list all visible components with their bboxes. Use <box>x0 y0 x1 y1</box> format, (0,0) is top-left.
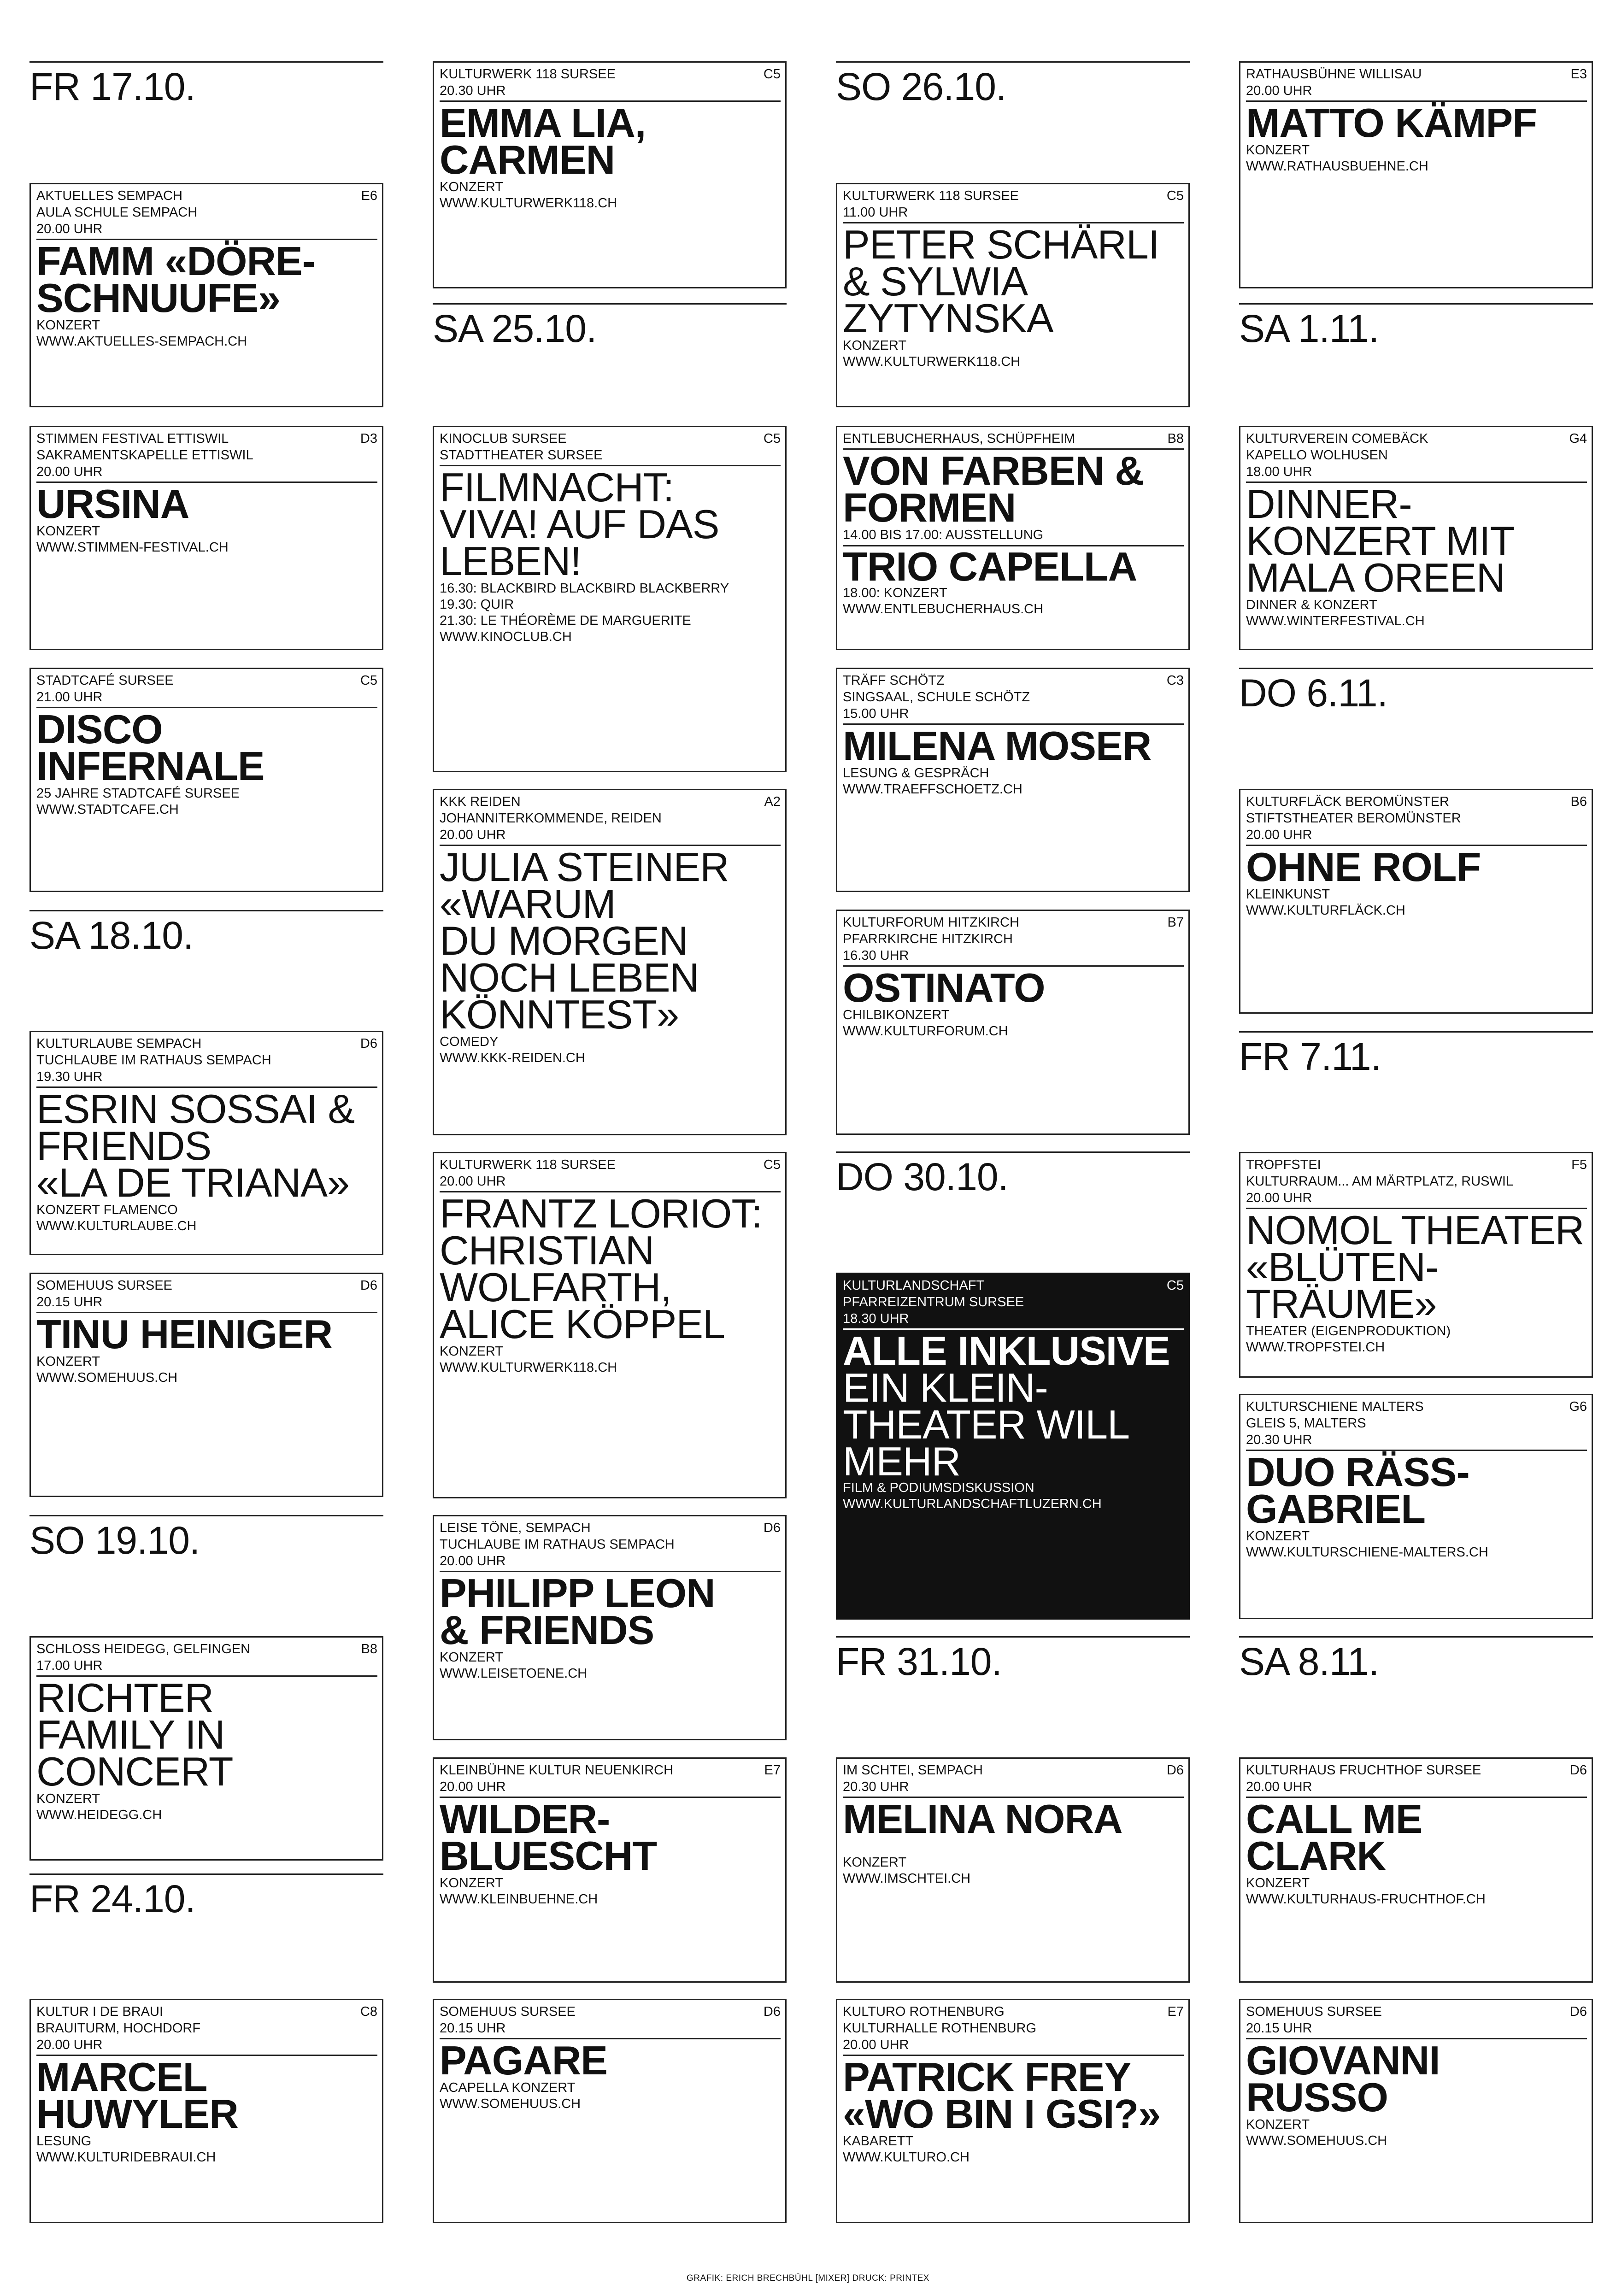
event-card-peter <box>836 183 1190 407</box>
date-heading: SA 25.10. <box>433 303 787 348</box>
event-title: DISCO INFERNALE <box>36 706 264 789</box>
event-card-emma <box>433 61 787 288</box>
date-heading: FR 17.10. <box>29 61 383 106</box>
event-title: JULIA STEINER «WARUM DU MORGEN NOCH LEBEN KÖNNTEST» <box>440 844 729 1037</box>
event-card-filmnacht <box>433 426 787 772</box>
event-title: OSTINATO <box>843 965 1045 1010</box>
event-meta: KLEINBÜHNE KULTUR NEUENKIRCH 20.00 UHR <box>440 1763 674 1794</box>
event-info: KONZERT WWW.IMSCHTEI.CH <box>843 1855 971 1886</box>
event-info: LESUNG WWW.KULTURIDEBRAUI.CH <box>36 2134 216 2165</box>
credits-footer: GRAFIK: ERICH BRECHBÜHL [MIXER] DRUCK: PRINTEX <box>687 2273 929 2283</box>
event-title: NOMOL THEATER «BLÜTEN- TRÄUME» <box>1246 1207 1584 1327</box>
event-meta: RATHAUSBÜHNE WILLISAU 20.00 UHR <box>1246 67 1422 98</box>
event-meta: KKK REIDEN JOHANNITERKOMMENDE, REIDEN 20.00 UHR <box>440 794 662 842</box>
event-title: EMMA LIA, CARMEN <box>440 100 646 182</box>
event-title: DUO RÄSS- GABRIEL <box>1246 1449 1469 1532</box>
event-info: KONZERT WWW.HEIDEGG.CH <box>36 1791 162 1822</box>
map-code: D6 <box>360 1278 377 1293</box>
event-meta: KULTURVEREIN COMEBÄCK KAPELLO WOLHUSEN 18.00 UHR <box>1246 431 1428 479</box>
date-heading: SA 18.10. <box>29 910 383 955</box>
event-info: KONZERT WWW.KULTURWERK118.CH <box>843 338 1021 369</box>
event-card-nomol <box>1239 1152 1593 1378</box>
date-heading: SO 26.10. <box>836 61 1190 106</box>
event-card-melina <box>836 1757 1190 1983</box>
map-code: D6 <box>763 2004 781 2019</box>
event-info: ACAPELLA KONZERT WWW.SOMEHUUS.CH <box>440 2080 581 2111</box>
date-heading: FR 31.10. <box>836 1636 1190 1681</box>
map-code: C5 <box>1166 188 1184 203</box>
event-meta: STADTCAFÉ SURSEE 21.00 UHR <box>36 673 174 705</box>
map-code: B7 <box>1167 915 1184 930</box>
event-title: OHNE ROLF <box>1246 844 1481 890</box>
event-card-frantz <box>433 1152 787 1498</box>
date-heading: SO 19.10. <box>29 1515 383 1560</box>
map-code: D6 <box>1569 2004 1587 2019</box>
map-code: E3 <box>1570 67 1587 82</box>
event-title: FRANTZ LORIOT: CHRISTIAN WOLFARTH, ALICE KÖPPEL <box>440 1191 762 1347</box>
event-info: KLEINKUNST WWW.KULTURFLÄCK.CH <box>1246 887 1405 918</box>
event-title: CALL ME CLARK <box>1246 1796 1422 1879</box>
event-card-wilder <box>433 1757 787 1983</box>
event-title: MELINA NORA <box>843 1796 1122 1842</box>
event-card-patrick <box>836 1999 1190 2223</box>
event-subline: 14.00 BIS 17.00: AUSSTELLUNG <box>843 528 1044 542</box>
event-card-matto <box>1239 61 1593 288</box>
event-meta: STIMMEN FESTIVAL ETTISWIL SAKRAMENTSKAPELLE ETTISWIL 20.00 UHR <box>36 431 253 479</box>
event-info: 25 JAHRE STADTCAFÉ SURSEE WWW.STADTCAFE.CH <box>36 786 240 817</box>
event-meta: KULTUR I DE BRAUI BRAUITURM, HOCHDORF 20.00 UHR <box>36 2004 201 2052</box>
event-meta: KULTURWERK 118 SURSEE 20.00 UHR <box>440 1157 616 1189</box>
map-code: D6 <box>763 1521 781 1535</box>
event-title: ALLE INKLUSIVE <box>843 1328 1170 1374</box>
event-info: KONZERT WWW.SOMEHUUS.CH <box>1246 2117 1387 2148</box>
date-heading: DO 6.11. <box>1239 668 1593 712</box>
event-card-dinner <box>1239 426 1593 650</box>
event-info: COMEDY WWW.KKK-REIDEN.CH <box>440 1034 585 1065</box>
event-info: CHILBIKONZERT WWW.KULTURFORUM.CH <box>843 1008 1008 1039</box>
event-meta: AKTUELLES SEMPACH AULA SCHULE SEMPACH 20.00 UHR <box>36 188 198 236</box>
event-card-ostinato <box>836 910 1190 1135</box>
event-meta: KULTURLAUBE SEMPACH TUCHLAUBE IM RATHAUS SEMPACH 19.30 UHR <box>36 1036 271 1084</box>
map-code: B6 <box>1570 794 1587 809</box>
event-info: KABARETT WWW.KULTURO.CH <box>843 2134 970 2165</box>
event-title: GIOVANNI RUSSO <box>1246 2038 1440 2120</box>
event-info: KONZERT WWW.RATHAUSBUEHNE.CH <box>1246 143 1428 174</box>
event-meta: LEISE TÖNE, SEMPACH TUCHLAUBE IM RATHAUS SEMPACH 20.00 UHR <box>440 1521 675 1568</box>
event-meta: TROPFSTEI KULTURRAUM... AM MÄRTPLATZ, RUSWIL 20.00 UHR <box>1246 1157 1514 1205</box>
event-meta: KINOCLUB SURSEE STADTTHEATER SURSEE <box>440 431 603 463</box>
event-meta: KULTURFORUM HITZKIRCH PFARRKIRCHE HITZKIRCH 16.30 UHR <box>843 915 1019 963</box>
event-title: ESRIN SOSSAI & FRIENDS «LA DE TRIANA» <box>36 1086 355 1205</box>
event-info: LESUNG & GESPRÄCH WWW.TRAEFFSCHOETZ.CH <box>843 766 1022 797</box>
event-title-secondary: TRIO CAPELLA <box>843 545 1184 585</box>
event-meta: KULTURHAUS FRUCHTHOF SURSEE 20.00 UHR <box>1246 1763 1481 1794</box>
map-code: D6 <box>1166 1763 1184 1778</box>
event-info: KONZERT WWW.STIMMEN-FESTIVAL.CH <box>36 524 229 555</box>
map-code: B8 <box>361 1642 377 1656</box>
event-title: RICHTER FAMILY IN CONCERT <box>36 1675 233 1794</box>
event-meta: TRÄFF SCHÖTZ SINGSAAL, SCHULE SCHÖTZ 15.00 UHR <box>843 673 1030 721</box>
event-title: MATTO KÄMPF <box>1246 100 1537 146</box>
event-card-call-me-clark <box>1239 1757 1593 1983</box>
map-code: E6 <box>361 188 377 203</box>
event-card-alle-inklusive <box>836 1273 1190 1620</box>
event-meta: ENTLEBUCHERHAUS, SCHÜPFHEIM <box>843 431 1075 446</box>
event-info: KONZERT WWW.SOMEHUUS.CH <box>36 1354 178 1385</box>
map-code: C5 <box>763 67 781 82</box>
event-title: PETER SCHÄRLI & SYLWIA ZYTYNSKA <box>843 222 1159 341</box>
event-title: DINNER- KONZERT MIT MALA OREEN <box>1246 481 1515 600</box>
map-code: D6 <box>1569 1763 1587 1778</box>
event-info: KONZERT WWW.KULTURSCHIENE-MALTERS.CH <box>1246 1529 1488 1560</box>
event-card-duo <box>1239 1394 1593 1619</box>
event-title: VON FARBEN & FORMEN <box>843 448 1144 530</box>
event-card-ohne-rolf <box>1239 789 1593 1014</box>
event-card-giovanni <box>1239 1999 1593 2223</box>
event-card-farben <box>836 426 1190 650</box>
event-title: FILMNACHT: VIVA! AUF DAS LEBEN! <box>440 464 719 584</box>
date-heading: FR 24.10. <box>29 1873 383 1918</box>
event-meta: KULTURLANDSCHAFT PFARREIZENTRUM SURSEE 18.30 UHR <box>843 1278 1024 1326</box>
map-code: G4 <box>1569 431 1587 446</box>
map-code: B8 <box>1167 431 1184 446</box>
date-heading: SA 8.11. <box>1239 1636 1593 1681</box>
map-code: C5 <box>1166 1278 1184 1293</box>
event-card-julia <box>433 789 787 1135</box>
event-info: FILM & PODIUMSDISKUSSION WWW.KULTURLANDSCHAFTLUZERN.CH <box>843 1480 1102 1511</box>
event-meta: KULTURO ROTHENBURG KULTURHALLE ROTHENBURG 20.00 UHR <box>843 2004 1037 2052</box>
map-code: E7 <box>764 1763 781 1778</box>
event-info: KONZERT WWW.KULTURWERK118.CH <box>440 1344 617 1375</box>
event-meta: SCHLOSS HEIDEGG, GELFINGEN 17.00 UHR <box>36 1642 251 1673</box>
event-card-richter <box>29 1636 383 1861</box>
event-card-disco <box>29 668 383 892</box>
event-meta: SOMEHUUS SURSEE 20.15 UHR <box>36 1278 172 1309</box>
map-code: C3 <box>1166 673 1184 688</box>
map-code: G6 <box>1569 1399 1587 1414</box>
event-info: DINNER & KONZERT WWW.WINTERFESTIVAL.CH <box>1246 598 1425 628</box>
event-card-philipp <box>433 1515 787 1740</box>
event-card-marcel <box>29 1999 383 2223</box>
event-meta: KULTURFLÄCK BEROMÜNSTER STIFTSTHEATER BEROMÜNSTER 20.00 UHR <box>1246 794 1461 842</box>
map-code: C8 <box>360 2004 377 2019</box>
event-title: URSINA <box>36 481 189 527</box>
event-info: KONZERT WWW.AKTUELLES-SEMPACH.CH <box>36 318 247 349</box>
event-info: KONZERT WWW.LEISETOENE.CH <box>440 1650 588 1681</box>
event-info: KONZERT WWW.KULTURHAUS-FRUCHTHOF.CH <box>1246 1876 1486 1907</box>
event-info: KONZERT WWW.KULTURWERK118.CH <box>440 180 617 211</box>
event-info: KONZERT WWW.KLEINBUEHNE.CH <box>440 1876 598 1907</box>
event-info: 16.30: BLACKBIRD BLACKBIRD BLACKBERRY 19.30: QUIR 21.30: LE THÉORÈME DE MARGUERITE WWW.KINOCLUB.CH <box>440 581 729 644</box>
event-subtitle: EIN KLEIN- THEATER WILL MEHR <box>843 1365 1130 1484</box>
event-meta: KULTURSCHIENE MALTERS GLEIS 5, MALTERS 20.30 UHR <box>1246 1399 1424 1447</box>
map-code: E7 <box>1167 2004 1184 2019</box>
map-code: D3 <box>360 431 377 446</box>
map-code: F5 <box>1571 1157 1587 1172</box>
event-title: FAMM «DÖRE- SCHNUUFE» <box>36 238 315 321</box>
event-card-ursina <box>29 426 383 650</box>
event-meta: KULTURWERK 118 SURSEE 11.00 UHR <box>843 188 1019 220</box>
event-title: MILENA MOSER <box>843 723 1152 769</box>
event-meta: IM SCHTEI, SEMPACH 20.30 UHR <box>843 1763 983 1794</box>
event-title: PATRICK FREY «WO BIN I GSI?» <box>843 2054 1161 2137</box>
date-heading: DO 30.10. <box>836 1151 1190 1196</box>
date-heading: SA 1.11. <box>1239 303 1593 348</box>
event-title: MARCEL HUWYLER <box>36 2054 238 2137</box>
event-info: THEATER (EIGENPRODUKTION) WWW.TROPFSTEI.CH <box>1246 1324 1451 1355</box>
event-card-esrin <box>29 1031 383 1255</box>
event-title: PHILIPP LEON & FRIENDS <box>440 1570 715 1653</box>
map-code: A2 <box>764 794 781 809</box>
event-card-pagare <box>433 1999 787 2223</box>
event-title: TINU HEINIGER <box>36 1311 333 1357</box>
event-meta: SOMEHUUS SURSEE 20.15 UHR <box>440 2004 576 2036</box>
event-info: KONZERT FLAMENCO WWW.KULTURLAUBE.CH <box>36 1203 197 1233</box>
map-code: C5 <box>360 673 377 688</box>
date-heading: FR 7.11. <box>1239 1031 1593 1076</box>
map-code: C5 <box>763 1157 781 1172</box>
event-meta: KULTURWERK 118 SURSEE 20.30 UHR <box>440 67 616 98</box>
event-card-milena <box>836 668 1190 892</box>
event-info: 18.00: KONZERT WWW.ENTLEBUCHERHAUS.CH <box>843 586 1044 617</box>
map-code: C5 <box>763 431 781 446</box>
map-code: D6 <box>360 1036 377 1051</box>
event-meta: SOMEHUUS SURSEE 20.15 UHR <box>1246 2004 1382 2036</box>
event-card-tinu <box>29 1273 383 1497</box>
event-card-famm <box>29 183 383 407</box>
event-title: PAGARE <box>440 2038 607 2083</box>
event-title: WILDER- BLUESCHT <box>440 1796 657 1879</box>
